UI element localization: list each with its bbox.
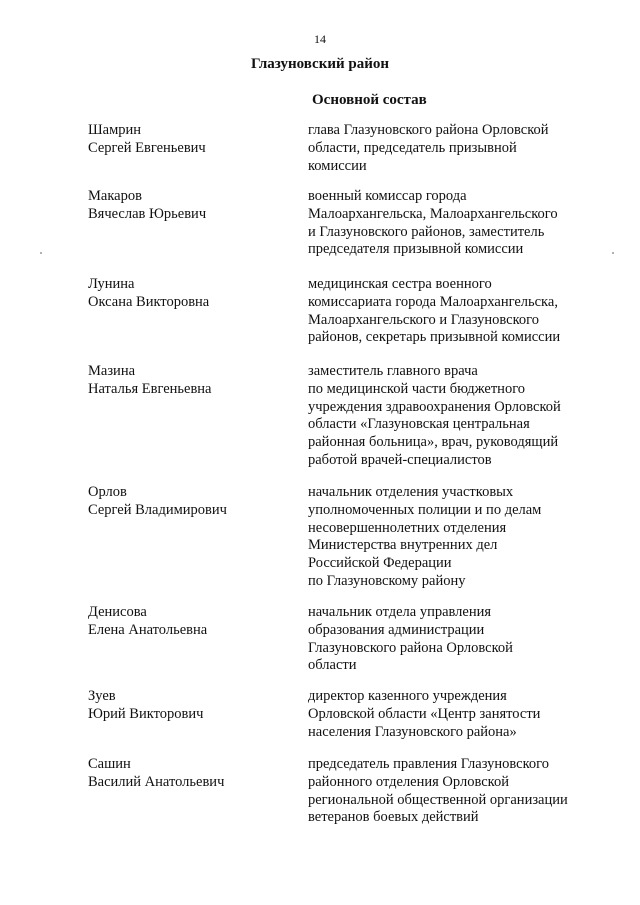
role-line: области «Глазуновская центральная bbox=[308, 416, 530, 433]
role-line: заместитель главного врача bbox=[308, 363, 478, 379]
member-name bbox=[88, 604, 298, 640]
member-name bbox=[88, 363, 298, 399]
page-number: 14 bbox=[314, 32, 326, 46]
role-line: и Глазуновского районов, заместитель bbox=[308, 223, 545, 240]
role-line: районная больница», врач, руководящий bbox=[308, 434, 559, 451]
role-line: Российской Федерации bbox=[308, 555, 452, 572]
member-name bbox=[88, 276, 298, 312]
role-line: Министерства внутренних дел bbox=[308, 537, 498, 554]
scan-speck bbox=[612, 252, 614, 254]
district-title: Глазуновский район bbox=[251, 56, 389, 72]
member-given-names: Вячеслав Юрьевич bbox=[88, 205, 207, 222]
member-surname: Шамрин bbox=[88, 122, 142, 138]
role-line: глава Глазуновского района Орловской bbox=[308, 122, 549, 138]
member-role bbox=[308, 484, 608, 591]
member-role bbox=[308, 363, 608, 470]
member-given-names: Сергей Евгеньевич bbox=[88, 139, 206, 156]
member-role bbox=[308, 756, 608, 827]
member-given-names: Елена Анатольевна bbox=[88, 621, 208, 638]
member-given-names: Сергей Владимирович bbox=[88, 501, 227, 518]
role-line: по Глазуновскому району bbox=[308, 572, 466, 589]
role-line: образования администрации bbox=[308, 621, 485, 638]
role-line: комиссии bbox=[308, 157, 367, 174]
role-line: районов, секретарь призывной комиссии bbox=[308, 329, 561, 346]
role-line: районного отделения Орловской bbox=[308, 773, 509, 790]
role-line: ветеранов боевых действий bbox=[308, 809, 479, 826]
scan-speck bbox=[40, 252, 42, 254]
role-line: Малоархангельского и Глазуновского bbox=[308, 311, 540, 328]
member-surname: Сашин bbox=[88, 756, 131, 772]
member-name bbox=[88, 688, 298, 724]
member-role bbox=[308, 122, 608, 175]
role-line: комиссариата города Малоархангельска, bbox=[308, 293, 558, 310]
member-given-names: Василий Анатольевич bbox=[88, 773, 225, 790]
member-surname: Лунина bbox=[88, 276, 135, 292]
member-surname: Мазина bbox=[88, 363, 136, 379]
role-line: работой врачей-специалистов bbox=[308, 451, 492, 468]
member-role bbox=[308, 188, 608, 259]
role-line: населения Глазуновского района» bbox=[308, 723, 517, 740]
member-given-names: Оксана Викторовна bbox=[88, 293, 210, 310]
role-line: директор казенного учреждения bbox=[308, 688, 507, 704]
role-line: Глазуновского района Орловской bbox=[308, 639, 513, 656]
member-name bbox=[88, 484, 298, 520]
member-surname: Макаров bbox=[88, 188, 142, 204]
member-role bbox=[308, 688, 608, 741]
member-given-names: Наталья Евгеньевна bbox=[88, 380, 212, 397]
member-name bbox=[88, 188, 298, 224]
member-role bbox=[308, 276, 608, 347]
member-surname: Орлов bbox=[88, 484, 127, 500]
role-line: региональной общественной организации bbox=[308, 791, 568, 808]
role-line: председатель правления Глазуновского bbox=[308, 756, 549, 772]
role-line: уполномоченных полиции и по делам bbox=[308, 501, 542, 518]
member-name bbox=[88, 756, 298, 792]
member-surname: Денисова bbox=[88, 604, 147, 620]
role-line: области, председатель призывной bbox=[308, 139, 517, 156]
member-surname: Зуев bbox=[88, 688, 116, 704]
member-name bbox=[88, 122, 298, 158]
member-role bbox=[308, 604, 608, 675]
role-line: Орловской области «Центр занятости bbox=[308, 705, 541, 722]
role-line: медицинская сестра военного bbox=[308, 276, 492, 292]
role-line: начальник отделения участковых bbox=[308, 484, 514, 500]
section-title: Основной состав bbox=[312, 92, 427, 108]
role-line: области bbox=[308, 657, 357, 674]
role-line: несовершеннолетних отделения bbox=[308, 519, 507, 536]
role-line: Малоархангельска, Малоархангельского bbox=[308, 205, 558, 222]
role-line: по медицинской части бюджетного bbox=[308, 380, 526, 397]
role-line: военный комиссар города bbox=[308, 188, 467, 204]
role-line: председателя призывной комиссии bbox=[308, 241, 524, 258]
role-line: начальник отдела управления bbox=[308, 604, 492, 620]
member-given-names: Юрий Викторович bbox=[88, 705, 204, 722]
role-line: учреждения здравоохранения Орловской bbox=[308, 398, 561, 415]
